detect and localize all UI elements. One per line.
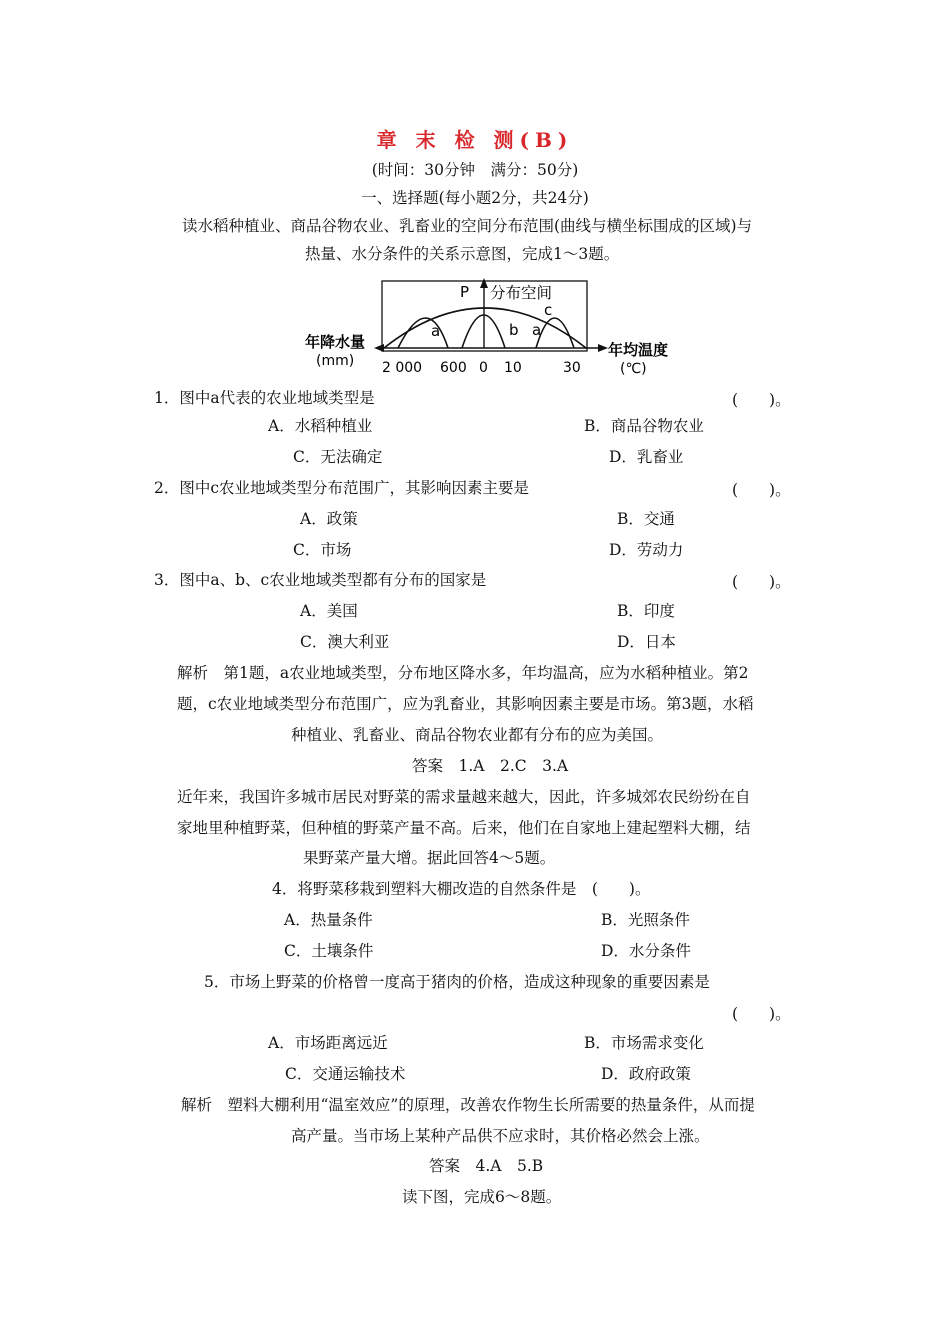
tick-10: 10: [504, 360, 522, 376]
q4-option-c[interactable]: C．土壤条件: [284, 942, 374, 960]
exam-meta: (时间：30分钟 满分：50分): [371, 161, 579, 179]
answer1: 答案 1.A 2.C 3.A: [412, 757, 569, 775]
tick-30: 30: [563, 360, 581, 376]
q2-option-d[interactable]: D．劳动力: [609, 541, 684, 559]
q5-stem: 5．市场上野菜的价格曾一度高于猪肉的价格，造成这种现象的重要因素是: [204, 973, 710, 991]
analysis1-line1: 解析 第1题，a农业地域类型，分布地区降水多，年均温高，应为水稻种植业。第2: [177, 664, 749, 682]
q1-answer-blank[interactable]: ( )。: [732, 391, 791, 409]
q1-option-c[interactable]: C．无法确定: [293, 448, 383, 466]
q3-answer-blank[interactable]: ( )。: [732, 573, 791, 591]
page-title: 章 末 检 测(B): [376, 128, 574, 152]
intro2-line1: 近年来，我国许多城市居民对野菜的需求量越来越大，因此，许多城郊农民纷纷在自: [177, 788, 751, 806]
q5-option-b[interactable]: B．市场需求变化: [584, 1034, 704, 1052]
q4-option-a[interactable]: A．热量条件: [284, 911, 373, 929]
label-c: c: [544, 301, 553, 319]
q2-option-a[interactable]: A．政策: [300, 510, 358, 528]
analysis1-line3: 种植业、乳畜业、商品谷物农业都有分布的应为美国。: [291, 726, 664, 744]
q1-option-b[interactable]: B．商品谷物农业: [584, 417, 704, 435]
q3-option-a[interactable]: A．美国: [300, 602, 358, 620]
q5-option-a[interactable]: A．市场距离远近: [268, 1034, 388, 1052]
x-axis-arrow-left: [374, 344, 384, 352]
q1-stem: 1．图中a代表的农业地域类型是: [154, 389, 375, 407]
intro2-line3: 果野菜产量大增。据此回答4～5题。: [303, 849, 556, 867]
y-axis-arrow: [480, 278, 488, 288]
analysis2-line1: 解析 塑料大棚利用“温室效应”的原理，改善农作物生长所需要的热量条件，从而提: [181, 1096, 755, 1114]
label-b: b: [509, 321, 519, 339]
intro2-line2: 家地里种植野菜，但种植的野菜产量不高。后来，他们在自家地上建起塑料大棚，结: [177, 819, 751, 837]
analysis1-line2: 题，c农业地域类型分布范围广，应为乳畜业，其影响因素主要是市场。第3题，水稻: [177, 695, 754, 713]
label-a-right: a: [532, 321, 542, 339]
q2-option-b[interactable]: B．交通: [617, 510, 675, 528]
q1-option-a[interactable]: A．水稻种植业: [268, 417, 373, 435]
right-axis-unit: (℃): [620, 361, 647, 377]
q3-option-c[interactable]: C．澳大利亚: [300, 633, 390, 651]
label-space: 分布空间: [490, 284, 553, 302]
q2-stem: 2．图中c农业地域类型分布范围广，其影响因素主要是: [154, 479, 530, 497]
label-a-left: a: [431, 322, 441, 340]
q4-stem: 4．将野菜移栽到塑料大棚改造的自然条件是 ( )。: [272, 880, 651, 898]
q2-option-c[interactable]: C．市场: [293, 541, 352, 559]
left-axis-label: 年降水量: [305, 333, 366, 351]
q5-option-c[interactable]: C．交通运输技术: [285, 1065, 406, 1083]
intro1-line2: 热量、水分条件的关系示意图，完成1～3题。: [305, 245, 620, 263]
intro1-line1: 读水稻种植业、商品谷物农业、乳畜业的空间分布范围(曲线与横坐标围成的区域)与: [182, 217, 753, 235]
label-p: P: [460, 283, 470, 301]
tick-0: 0: [479, 360, 488, 376]
q5-answer-blank[interactable]: ( )。: [732, 1005, 791, 1023]
q4-option-d[interactable]: D．水分条件: [601, 942, 691, 960]
x-axis-arrow-right: [598, 344, 608, 352]
agriculture-distribution-figure: [300, 276, 690, 380]
q1-option-d[interactable]: D．乳畜业: [609, 448, 684, 466]
section-heading: 一、选择题(每小题2分，共24分): [361, 189, 589, 207]
q5-option-d[interactable]: D．政府政策: [601, 1065, 691, 1083]
tick-600: 600: [440, 360, 467, 376]
tick-2000: 2 000: [382, 360, 423, 376]
left-axis-unit: (mm): [316, 353, 355, 369]
q3-option-d[interactable]: D．日本: [617, 633, 676, 651]
q3-stem: 3．图中a、b、c农业地域类型都有分布的国家是: [154, 571, 487, 589]
answer2: 答案 4.A 5.B: [429, 1157, 544, 1175]
curve-p: [384, 308, 586, 348]
curve-a-right: [536, 318, 574, 348]
intro3: 读下图，完成6～8题。: [402, 1188, 562, 1206]
q3-option-b[interactable]: B．印度: [617, 602, 675, 620]
analysis2-line2: 高产量。当市场上某种产品供不应求时，其价格必然会上涨。: [291, 1127, 710, 1145]
q2-answer-blank[interactable]: ( )。: [732, 481, 791, 499]
right-axis-label: 年均温度: [608, 341, 669, 359]
q4-option-b[interactable]: B．光照条件: [601, 911, 690, 929]
